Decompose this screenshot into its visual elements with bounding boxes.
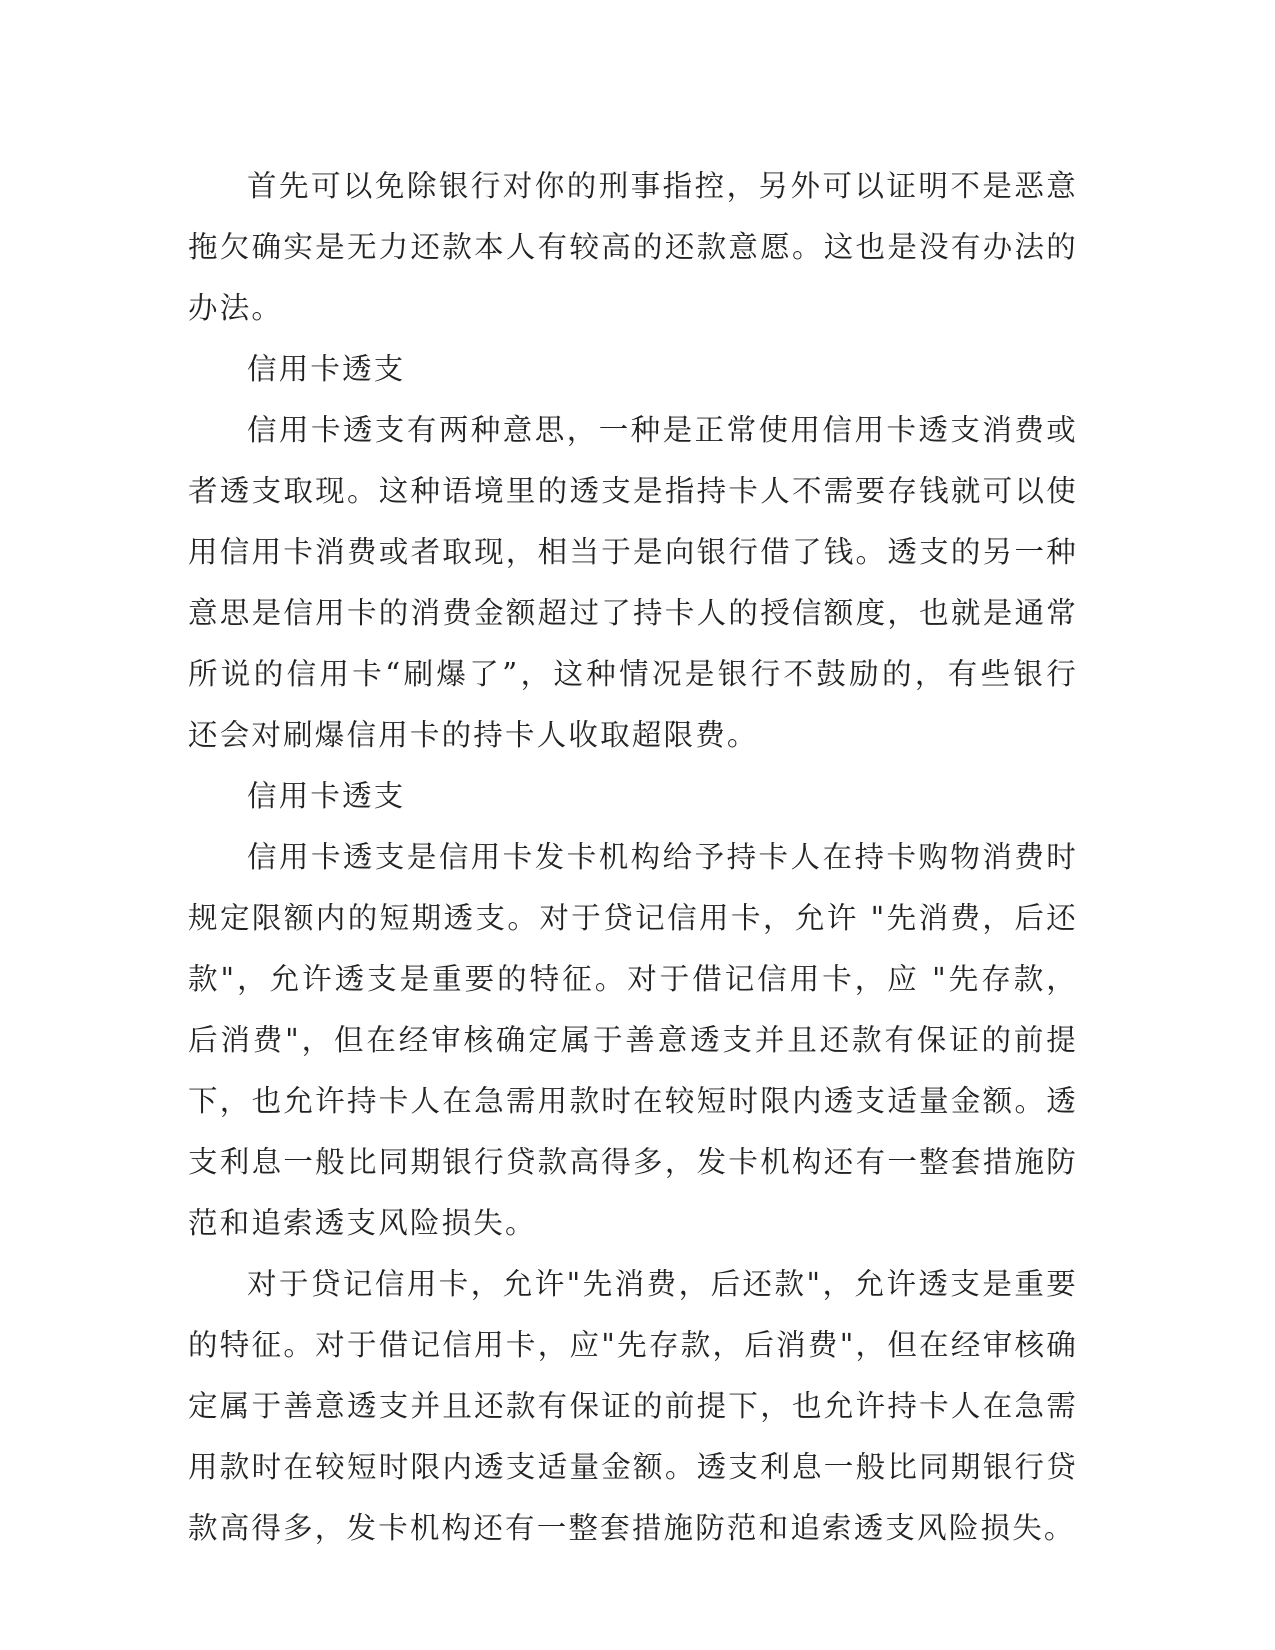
text-line: 信用卡透支 xyxy=(247,352,406,386)
text-line: 征。对于借记信用卡，应"先存款，后消费"，但在经审核确定属于善意 xyxy=(188,1328,1078,1423)
text-line: 支取现。这种语境里的透支是指持卡人不需要存钱就可以使用信用卡 xyxy=(188,474,1078,569)
document-body xyxy=(188,156,1078,1559)
paragraph-credit-debit xyxy=(188,1254,1078,1559)
paragraph-overdraft-meaning xyxy=(188,400,1078,766)
text-line: 收取超限费。 xyxy=(568,718,759,752)
text-line: 信用卡透支 xyxy=(247,779,406,813)
paragraph-overdraft-definition xyxy=(188,827,1078,1254)
paragraph-intro xyxy=(188,156,1078,339)
text-line: 消费或者取现，相当于是向银行借了钱。透支的另一种意思是信用卡 xyxy=(188,535,1078,630)
text-line: 信用卡透支是信用卡发卡机构给予持卡人在持卡购物消费时规定 xyxy=(188,840,1078,935)
text-line: 透支是重要的特征。对于借记信用卡，应 "先存款，后消费"，但在经 xyxy=(188,962,1078,1057)
text-line: 需用款时在较短时限内透支适量金额。透支利息一般比同期银行贷款 xyxy=(188,1084,1078,1179)
section-heading-1 xyxy=(188,339,1078,400)
text-line: 确实是无力还款本人有较高的还款意愿。这也是没有办法的办法。 xyxy=(188,230,1078,325)
text-line: 高得多，发卡机构还有一整套措施防范和追索透支风险损失。 xyxy=(188,1145,1078,1240)
text-line: 首先可以免除银行对你的刑事指控，另外可以证明不是恶意拖欠 xyxy=(188,169,1078,264)
text-line: 限额内的短期透支。对于贷记信用卡，允许 "先消费，后还款"，允许 xyxy=(188,901,1078,996)
text-line: 的消费金额超过了持卡人的授信额度，也就是通常所说的信用卡“刷爆 xyxy=(188,596,1078,691)
text-line: 还有一整套措施防范和追索透支风险损失。 xyxy=(473,1511,1076,1545)
section-heading-2 xyxy=(188,766,1078,827)
text-line: 审核确定属于善意透支并且还款有保证的前提下，也允许持卡人在急 xyxy=(188,1023,1078,1118)
text-line: 了”，这种情况是银行不鼓励的，有些银行还会对刷爆信用卡的持卡人 xyxy=(188,657,1078,752)
text-line: 对于贷记信用卡，允许"先消费，后还款"，允许透支是重要的特 xyxy=(188,1267,1078,1362)
text-line: 限内透支适量金额。透支利息一般比同期银行贷款高得多，发卡机构 xyxy=(188,1450,1079,1545)
text-line: 透支并且还款有保证的前提下，也允许持卡人在急需用款时在较短时 xyxy=(188,1389,1078,1484)
text-line: 信用卡透支有两种意思，一种是正常使用信用卡透支消费或者透 xyxy=(188,413,1078,508)
